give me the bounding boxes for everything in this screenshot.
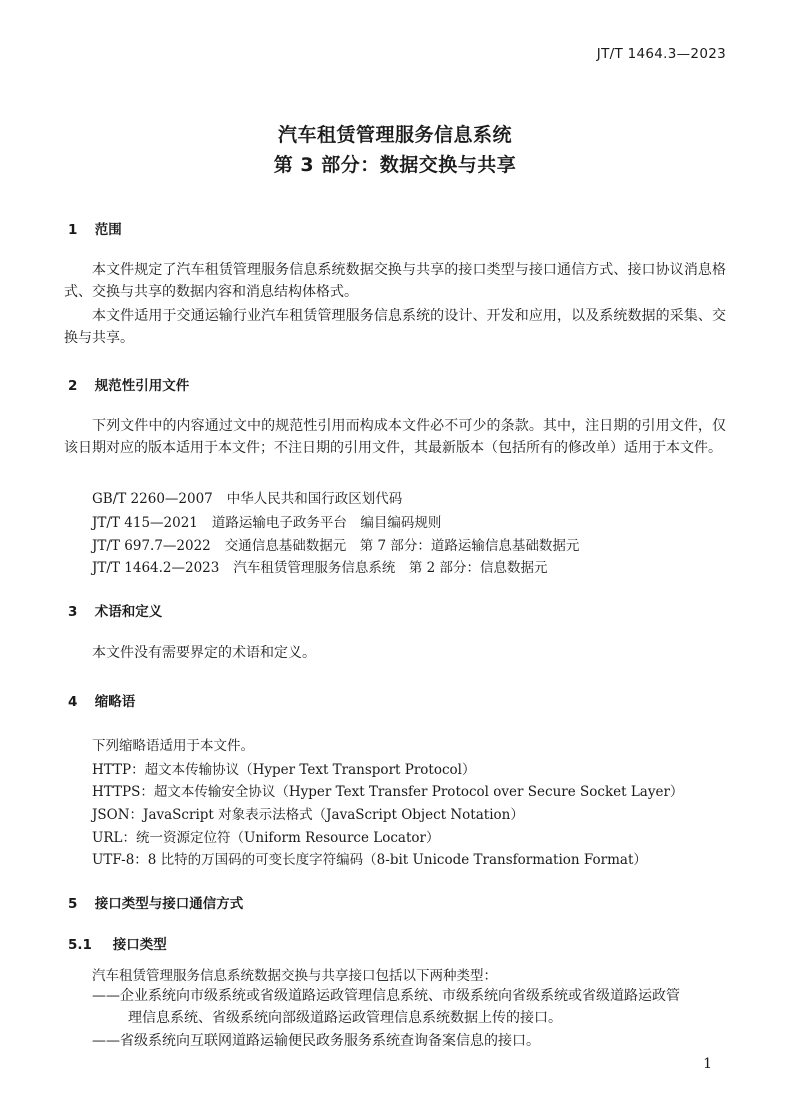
section-number: 2 — [68, 378, 78, 394]
abbreviation-item: URL：统一资源定位符（Uniform Resource Locator） — [92, 830, 440, 846]
reference-item — [92, 511, 441, 531]
section-number: 1 — [68, 222, 78, 238]
section-heading-1 — [68, 218, 122, 238]
subsection-number: 5.1 — [68, 937, 92, 953]
section-title: 范围 — [94, 222, 122, 238]
abbreviations-intro: 下列缩略语适用于本文件。 — [92, 738, 254, 754]
document-code: JT/T 1464.3—2023 — [596, 46, 726, 62]
subsection-heading-5-1 — [68, 933, 167, 953]
section-heading-4 — [68, 690, 135, 710]
reference-code: GB/T 2260—2007 — [92, 491, 213, 507]
abbreviation-item: HTTPS：超文本传输安全协议（Hyper Text Transfer Protocol over Secure Socket Layer） — [92, 784, 684, 800]
page-number: 1 — [703, 1056, 712, 1072]
section-title: 术语和定义 — [94, 604, 163, 620]
paragraph: 本文件规定了汽车租赁管理服务信息系统数据交换与共享的接口类型与接口通信方式、接口协议消息格式、交换与共享的数据内容和消息结构体格式。 — [64, 262, 726, 300]
reference-name: 道路运输电子政务平台 编目编码规则 — [211, 515, 442, 531]
document-title: 汽车租赁管理服务信息系统 — [277, 124, 512, 146]
reference-code: JT/T 697.7—2022 — [92, 538, 211, 554]
reference-item — [92, 556, 548, 576]
list-item: ——省级系统向互联网道路运输便民政务服务系统查询备案信息的接口。 — [92, 1033, 540, 1049]
subsection-title: 接口类型 — [112, 937, 167, 953]
abbreviation-item: UTF-8：8 比特的万国码的可变长度字符编码（8-bit Unicode Transformation Format） — [92, 852, 647, 868]
section-number: 5 — [68, 896, 78, 912]
section-number: 3 — [68, 604, 78, 620]
list-item-line: ——企业系统向市级系统或省级道路运政管理信息系统、市级系统向省级系统或省级道路运政管 — [92, 988, 680, 1004]
paragraph: 本文件没有需要界定的术语和定义。 — [92, 645, 316, 661]
reference-name: 交通信息基础数据元 第 7 部分：道路运输信息基础数据元 — [224, 538, 580, 554]
reference-item — [92, 534, 579, 554]
paragraph: 本文件适用于交通运输行业汽车租赁管理服务信息系统的设计、开发和应用，以及系统数据的采集、交换与共享。 — [64, 308, 726, 346]
document-subtitle: 第 3 部分：数据交换与共享 — [273, 154, 517, 176]
section-number: 4 — [68, 694, 78, 710]
paragraph: 下列文件中的内容通过文中的规范性引用而构成本文件必不可少的条款。其中，注日期的引用文件，仅该日期对应的版本适用于本文件；不注日期的引用文件，其最新版本（包括所有的修改单）适用于本文件。 — [64, 418, 726, 456]
abbreviation-item: HTTP：超文本传输协议（Hyper Text Transport Protocol） — [92, 762, 476, 778]
reference-code: JT/T 1464.2—2023 — [92, 560, 220, 576]
section-heading-5 — [68, 892, 243, 912]
paragraph: 汽车租赁管理服务信息系统数据交换与共享接口包括以下两种类型： — [92, 968, 497, 984]
reference-name: 汽车租赁管理服务信息系统 第 2 部分：信息数据元 — [233, 560, 548, 576]
reference-item — [92, 487, 402, 507]
abbreviation-item: JSON：JavaScript 对象表示法格式（JavaScript Object Notation） — [92, 807, 524, 823]
section-heading-3 — [68, 600, 162, 620]
section-title: 缩略语 — [94, 694, 136, 710]
reference-code: JT/T 415—2021 — [92, 515, 198, 531]
list-item — [92, 985, 732, 1029]
section-title: 接口类型与接口通信方式 — [94, 896, 244, 912]
section-heading-2 — [68, 374, 189, 394]
section-title: 规范性引用文件 — [94, 378, 190, 394]
reference-name: 中华人民共和国行政区划代码 — [226, 491, 403, 507]
list-item-continuation: 理信息系统、省级系统向部级道路运政管理信息系统数据上传的接口。 — [128, 1010, 562, 1026]
